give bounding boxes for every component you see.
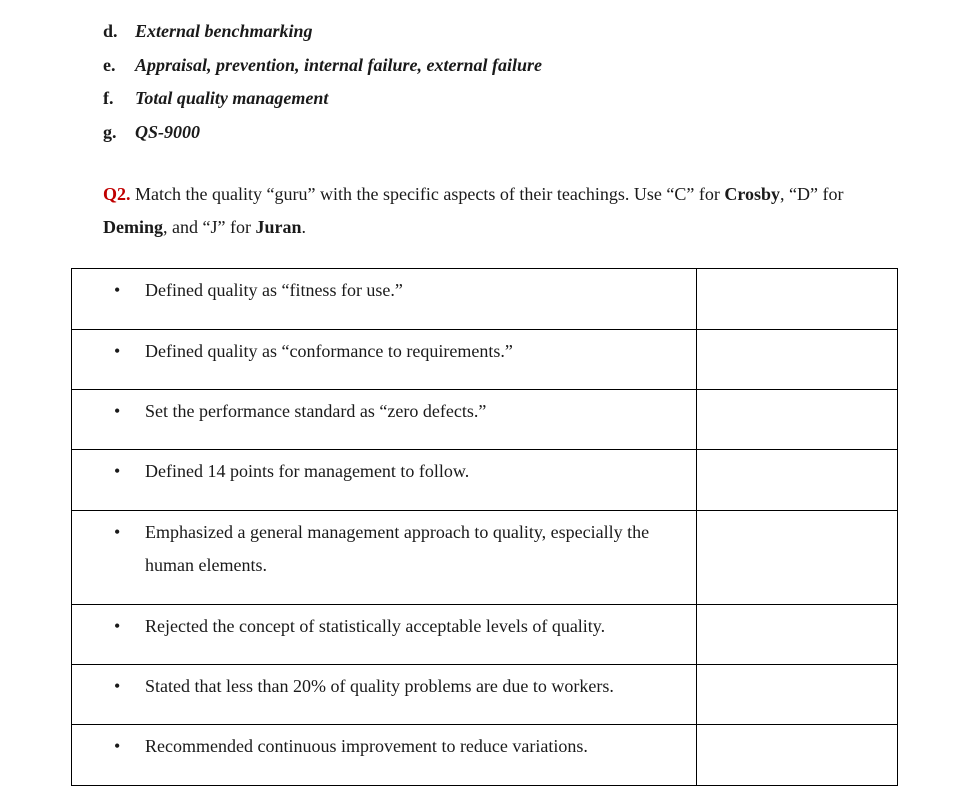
table-row [72, 330, 898, 390]
guru-deming: Deming [103, 217, 163, 237]
term-text: External benchmarking [135, 21, 313, 41]
table-row [72, 269, 898, 330]
statement-cell [72, 725, 697, 786]
statement-text: Defined quality as “fitness for use.” [145, 280, 403, 300]
answer-cell[interactable] [697, 269, 898, 330]
table-row [72, 450, 898, 511]
statement-cell [72, 390, 697, 450]
bullet-icon: • [114, 401, 121, 421]
question-number: Q2. [103, 184, 131, 204]
bullet-icon: • [114, 676, 121, 696]
table-row [72, 605, 898, 665]
answer-cell[interactable] [697, 725, 898, 786]
bullet-icon: • [114, 736, 121, 756]
statement-text: Rejected the concept of statistically acceptable levels of quality. [145, 616, 606, 636]
statement-text: Recommended continuous improvement to reduce variations. [145, 736, 588, 756]
term-text: Total quality management [135, 88, 329, 108]
answer-cell[interactable] [697, 390, 898, 450]
term-text: QS-9000 [135, 122, 201, 142]
bullet-icon: • [114, 522, 121, 542]
table-row [72, 511, 898, 605]
statement-text: Stated that less than 20% of quality problems are due to workers. [145, 676, 614, 696]
term-item-g [103, 121, 200, 143]
table-row [72, 665, 898, 725]
table-row [72, 725, 898, 786]
term-letter: f. [103, 88, 114, 108]
answer-cell[interactable] [697, 605, 898, 665]
bullet-icon: • [114, 341, 121, 361]
term-letter: g. [103, 122, 117, 142]
bullet-icon: • [114, 461, 121, 481]
bullet-icon: • [114, 616, 121, 636]
statement-cell [72, 605, 697, 665]
answer-cell[interactable] [697, 665, 898, 725]
term-text: Appraisal, prevention, internal failure, external failure [135, 55, 543, 75]
guru-crosby: Crosby [724, 184, 781, 204]
statement-text: Set the performance standard as “zero defects.” [145, 401, 487, 421]
answer-cell[interactable] [697, 330, 898, 390]
statement-cell [72, 511, 697, 605]
answer-cell[interactable] [697, 511, 898, 605]
question-text: , and “J” for [163, 217, 256, 237]
term-item-f [103, 87, 328, 109]
statement-cell [72, 665, 697, 725]
guru-juran: Juran [255, 217, 302, 237]
bullet-icon: • [114, 280, 121, 300]
question-text: . [301, 217, 306, 237]
answer-cell[interactable] [697, 450, 898, 511]
statement-text: Defined quality as “conformance to requirements.” [145, 341, 513, 361]
question-prompt [103, 178, 903, 244]
term-item-d [103, 20, 313, 42]
statement-text: Emphasized a general management approach to quality, especially the human elements. [145, 522, 650, 575]
table-row [72, 390, 898, 450]
statement-cell [72, 450, 697, 511]
term-letter: d. [103, 21, 118, 41]
statement-cell [72, 269, 697, 330]
matching-table [71, 268, 898, 786]
question-text: Match the quality “guru” with the specific aspects of their teachings. Use “C” for [130, 184, 725, 204]
term-letter: e. [103, 55, 116, 75]
statement-text: Defined 14 points for management to follow. [145, 461, 470, 481]
term-item-e [103, 54, 542, 76]
statement-cell [72, 330, 697, 390]
question-text: , “D” for [780, 184, 844, 204]
